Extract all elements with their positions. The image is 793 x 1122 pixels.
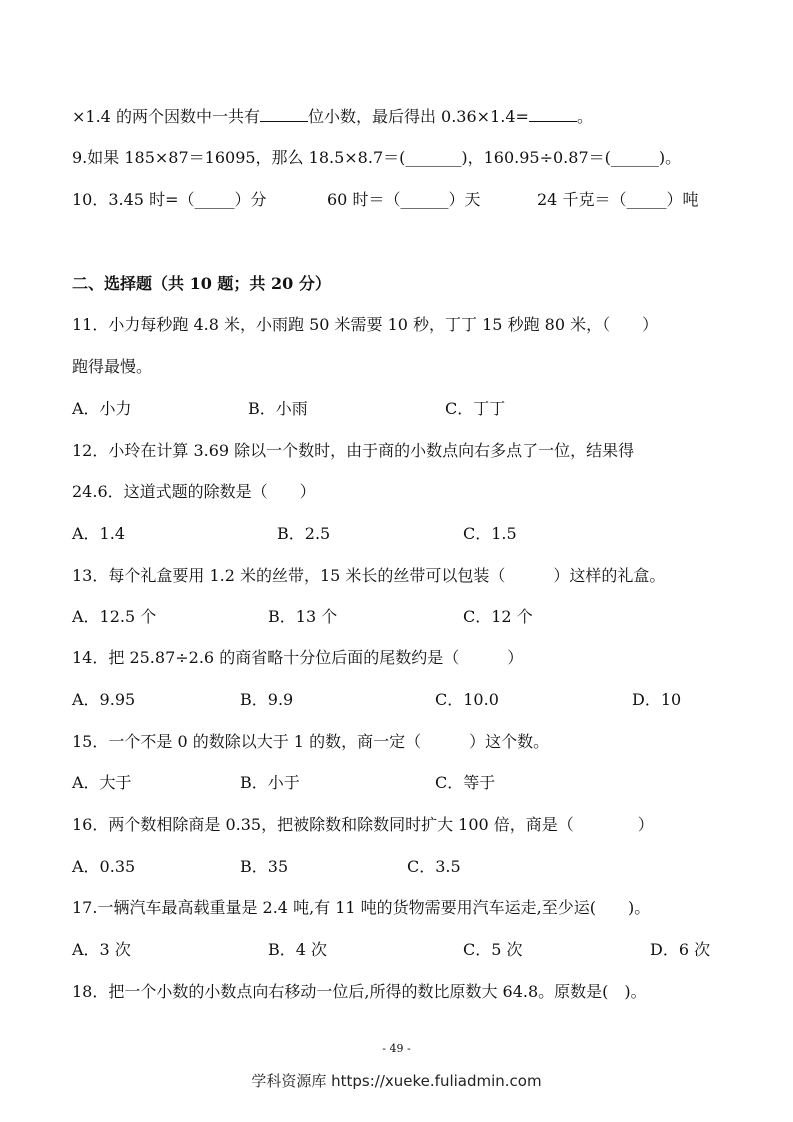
option-b[interactable]: B．4 次 [268,940,328,959]
question-10-part-a: 10．3.45 时=（_____）分 [72,190,267,209]
answer-blank[interactable] [260,107,308,122]
option-c[interactable]: C．5 次 [463,940,523,959]
option-c[interactable]: C．3.5 [407,857,461,876]
question-15: 15．一个不是 0 的数除以大于 1 的数，商一定（ ）这个数。 [72,732,550,751]
option-c[interactable]: C．等于 [435,773,496,792]
option-a[interactable]: A．9.95 [72,690,136,709]
question-8-tail [72,107,593,127]
option-c[interactable]: C．1.5 [463,524,517,543]
option-d[interactable]: D．10 [632,690,682,709]
question-11-line-1: 11．小力每秒跑 4.8 米，小雨跑 50 米需要 10 秒，丁丁 15 秒跑 80 米，（ ） [72,315,659,334]
option-b[interactable]: B．35 [240,857,289,876]
question-10-part-c: 24 千克＝（_____）吨 [537,190,699,209]
option-a[interactable]: A．大于 [72,773,132,792]
option-c[interactable]: C．10.0 [435,690,499,709]
question-14: 14．把 25.87÷2.6 的商省略十分位后面的尾数约是（ ） [72,648,524,667]
question-18: 18．把一个小数的小数点向右移动一位后,所得的数比原数大 64.8。原数是( )。 [72,982,647,1001]
question-16: 16．两个数相除商是 0.35，把被除数和除数同时扩大 100 倍，商是（ ） [72,815,654,834]
option-a[interactable]: A．12.5 个 [72,607,157,626]
option-b[interactable]: B．小于 [240,773,300,792]
question-11-line-2: 跑得最慢。 [72,357,153,376]
option-c[interactable]: C．丁丁 [445,399,506,418]
option-b[interactable]: B．9.9 [240,690,294,709]
option-b[interactable]: B．小雨 [248,399,308,418]
page-number: - 49 - [382,1042,411,1055]
option-a[interactable]: A．3 次 [72,940,131,959]
question-13: 13．每个礼盒要用 1.2 米的丝带，15 米长的丝带可以包装（ ）这样的礼盒。 [72,566,666,585]
question-8-text-c: 。 [576,107,593,126]
question-8-text-a: ×1.4 的两个因数中一共有 [72,107,260,126]
footer-watermark: 学科资源库 https://xueke.fuliadmin.com [251,1072,542,1090]
question-12-line-2: 24.6．这道式题的除数是（ ） [72,482,316,501]
option-a[interactable]: A．0.35 [72,857,136,876]
question-9: 9.如果 185×87＝16095，那么 18.5×8.7＝(_______)，160.95÷0.87＝(______)。 [72,148,682,167]
question-17: 17.一辆汽车最高载重量是 2.4 吨,有 11 吨的货物需要用汽车运走,至少运( )。 [72,898,651,917]
section-title: 二、选择题（共 10 题；共 20 分） [72,274,331,293]
option-b[interactable]: B．2.5 [277,524,331,543]
question-12-line-1: 12．小玲在计算 3.69 除以一个数时，由于商的小数点向右多点了一位，结果得 [72,441,635,460]
option-a[interactable]: A．1.4 [72,524,126,543]
option-c[interactable]: C．12 个 [463,607,533,626]
question-8-text-b: 位小数，最后得出 0.36×1.4= [307,107,529,126]
option-a[interactable]: A．小力 [72,399,132,418]
question-10-part-b: 60 时＝（______）天 [327,190,481,209]
question-10 [72,190,699,210]
answer-blank[interactable] [529,107,577,122]
option-d[interactable]: D．6 次 [650,940,711,959]
option-b[interactable]: B．13 个 [268,607,338,626]
